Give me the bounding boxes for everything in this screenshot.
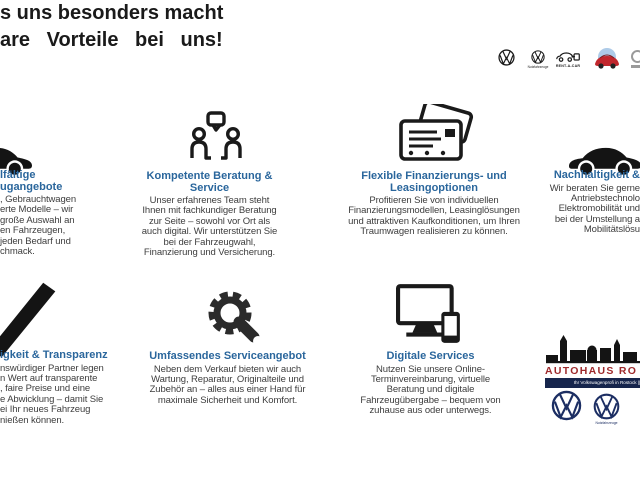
text-line: nießen können. <box>0 414 65 426</box>
text-line: Ihnen mit fachkundiger Beratung <box>142 205 277 217</box>
feature-item-digitale-services <box>341 351 520 417</box>
text-line: auch digital. Wir unterstützen Sie <box>141 226 278 238</box>
text-line: zur Seite – sowohl vor Ort als <box>148 215 271 227</box>
text-line: Terminvereinbarung, virtuelle <box>370 373 491 385</box>
feature-title <box>127 171 292 194</box>
feature-title <box>139 351 316 363</box>
feature-text <box>341 365 520 417</box>
checkmark-icon <box>0 281 58 359</box>
text-line: jeden Bedarf und <box>0 235 71 247</box>
rent-a-car-label: RENT-A-CAR <box>555 64 581 68</box>
feature-text <box>139 365 316 407</box>
vw-nutzfahrzeuge-logo-icon <box>593 393 620 420</box>
feature-item-finanzierung-leasing <box>336 171 532 238</box>
vw-nutzfahrzeuge-logo-icon <box>531 50 545 64</box>
text-line: Traumwagen realisieren zu können. <box>360 226 508 238</box>
title-line: igkeit & Transparenz <box>0 349 108 361</box>
feature-item-transparenz <box>0 350 110 426</box>
heading-line-1: s uns besonders macht <box>0 2 224 24</box>
text-line: Finanzierung und Versicherung. <box>143 247 276 259</box>
title-line: lfältige <box>0 169 36 181</box>
text-line: Antriebstechnolo <box>570 192 640 204</box>
text-line: nswürdiger Partner legen <box>0 362 104 374</box>
rent-a-car-icon <box>555 50 581 63</box>
vw-logo-icon <box>498 49 515 66</box>
title-line: Flexible Finanzierungs- und <box>361 170 507 182</box>
text-line: Nutzen Sie unsere Online- <box>376 363 485 375</box>
title-line: ugangebote <box>0 180 63 193</box>
text-line: Unser erfahrenes Team steht <box>149 195 270 206</box>
text-line: Wir beraten Sie gerne <box>549 182 640 194</box>
title-line: Leasingoptionen <box>390 181 478 194</box>
text-line: Elektromobilität und <box>558 203 640 215</box>
title-line: Umfassendes Serviceangebot <box>149 350 306 362</box>
text-line: Profitieren Sie von individuellen <box>369 195 499 206</box>
text-line: Neben dem Verkauf bieten wir auch <box>153 363 302 375</box>
text-line: , Gebrauchtwagen <box>0 194 77 205</box>
feature-text <box>0 195 108 257</box>
feature-title <box>0 350 110 362</box>
consultation-people-icon <box>185 111 247 169</box>
page-title <box>0 0 223 54</box>
nutzfahrzeuge-label: Nutzfahrzeuge <box>595 421 618 425</box>
vw-logo-icon <box>551 390 582 421</box>
monitor-phone-icon <box>396 284 464 346</box>
feature-title <box>533 170 640 182</box>
text-line: chmack. <box>0 246 35 258</box>
feature-item-nachhaltigkeit <box>533 170 640 236</box>
feature-item-fahrzeugangebote <box>0 170 108 257</box>
text-line: Mobilitätslösu <box>583 224 640 236</box>
gear-wrench-icon <box>203 286 263 346</box>
feature-text <box>533 184 640 236</box>
title-line: Kompetente Beratung & <box>146 170 273 182</box>
text-line: bei der Fahrzeugwahl, <box>163 236 256 248</box>
text-line: en Fahrzeugen, <box>0 225 66 237</box>
partner-logo-cut-icon <box>631 50 640 68</box>
title-line: Digitale Services <box>386 350 475 362</box>
heading-line-2: are Vorteile bei uns! <box>0 29 223 51</box>
feature-text <box>336 196 532 238</box>
credit-cards-icon <box>397 104 477 166</box>
text-line: Beratung und digitale <box>386 384 475 396</box>
text-line: n Wert auf transparente <box>0 372 98 384</box>
text-line: ei Ihr neues Fahrzeug <box>0 404 91 416</box>
beetle-badge-icon <box>592 47 622 71</box>
text-line: große Auswahl an <box>0 214 75 226</box>
feature-text <box>127 196 292 258</box>
text-line: e Abwicklung – damit Sie <box>0 393 104 405</box>
dealer-name: AUTOHAUS RO <box>545 365 638 377</box>
dealer-tagline: Ihr Volkswagenprofi in Rostock || <box>545 378 640 388</box>
text-line: , faire Preise und eine <box>0 383 91 395</box>
title-line: Service <box>189 181 230 194</box>
title-line: Nachhaltigkeit & <box>553 169 640 181</box>
feature-title <box>0 170 108 193</box>
text-line: zuhause aus oder unterwegs. <box>369 405 492 417</box>
text-line: erte Modelle – wir <box>0 204 74 216</box>
text-line: Wartung, Reparatur, Originalteile und <box>151 373 304 385</box>
text-line: Zubehör an – alles aus einer Hand für <box>149 384 306 396</box>
feature-item-serviceangebot <box>139 351 316 406</box>
feature-title <box>336 171 532 194</box>
text-line: maximale Sicherheit und Komfort. <box>157 394 298 406</box>
text-line: und attraktiven Kaufkonditionen, um Ihren <box>348 215 520 227</box>
feature-title <box>341 351 520 363</box>
text-line: Fahrzeugübergabe – bequem von <box>360 394 501 406</box>
feature-item-beratung-service <box>127 171 292 258</box>
text-line: Finanzierungsmodellen, Leasinglösungen <box>348 205 520 217</box>
nutzfahrzeuge-label: Nutzfahrzeuge <box>527 65 549 69</box>
feature-text <box>0 364 110 426</box>
text-line: bei der Umstellung a <box>554 213 640 225</box>
rostock-skyline-icon <box>545 335 640 365</box>
